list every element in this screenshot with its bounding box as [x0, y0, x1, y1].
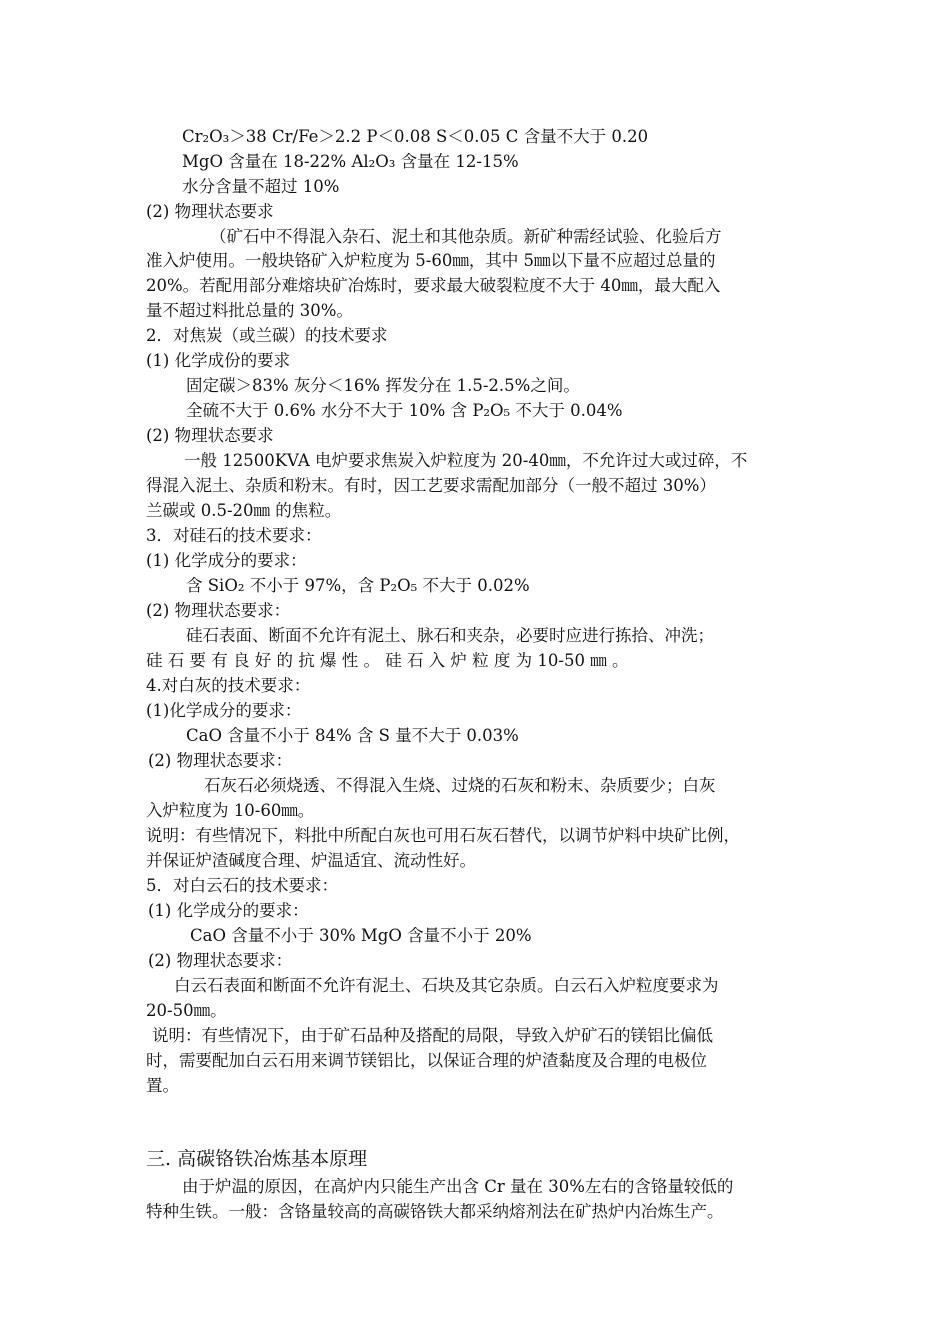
text-line: （矿石中不得混入杂石、泥土和其他杂质。新矿种需经试验、化验后方: [210, 227, 722, 246]
text-line: 水分含量不超过 10%: [182, 177, 340, 196]
text-line: 量不超过料批总量的 30%。: [146, 301, 353, 320]
text-line: Cr₂O₃＞38 Cr/Fe＞2.2 P＜0.08 S＜0.05 C 含量不大于 0.20: [182, 127, 649, 146]
chapter-heading: 三. 高碳铬铁冶炼基本原理: [146, 1148, 368, 1170]
subsection-heading: (2) 物理状态要求：: [146, 601, 291, 620]
note-line: 说明：有些情况下，料批中所配白灰也可用石灰石替代，以调节炉料中块矿比例，: [146, 826, 740, 845]
section-heading: 2．对焦炭（或兰碳）的技术要求: [146, 326, 388, 345]
text-line: 20%。若配用部分难熔块矿冶炼时，要求最大破裂粒度不大于 40㎜，最大配入: [146, 276, 721, 295]
text-line: 得混入泥土、杂质和粉末。有时，因工艺要求需配加部分（一般不超过 30%）: [146, 476, 716, 495]
note-line: 时，需要配加白云石用来调节镁铝比，以保证合理的炉渣黏度及合理的电极位: [146, 1051, 707, 1070]
text-line: 入炉粒度为 10-60㎜。: [146, 801, 315, 820]
text-line: 一般 12500KVA 电炉要求焦炭入炉粒度为 20-40㎜，不允许过大或过碎，不: [184, 451, 748, 470]
note-line: 说明：有些情况下，由于矿石品种及搭配的局限，导致入炉矿石的镁铝比偏低: [152, 1026, 713, 1045]
section-heading: 5．对白云石的技术要求：: [146, 876, 338, 895]
section-heading: (2) 物理状态要求: [146, 202, 274, 221]
text-line: 固定碳＞83% 灰分＜16% 挥发分在 1.5-2.5%之间。: [186, 376, 580, 395]
section-heading: 4.对白灰的技术要求：: [146, 676, 311, 695]
note-line: 置。: [146, 1076, 179, 1095]
subsection-heading: (1)化学成分的要求：: [146, 701, 302, 720]
text-line: 特种生铁。一般：含铬量较高的高碳铬铁大都采纳熔剂法在矿热炉内冶炼生产。: [146, 1202, 724, 1221]
text-line: 全硫不大于 0.6% 水分不大于 10% 含 P₂O₅ 不大于 0.04%: [186, 401, 623, 420]
subsection-heading: (2) 物理状态要求：: [148, 951, 293, 970]
text-line: MgO 含量在 18-22% Al₂O₃ 含量在 12-15%: [182, 152, 519, 171]
text-line: 硅 石 要 有 良 好 的 抗 爆 性 。 硅 石 入 炉 粒 度 为 10-50 ㎜ 。: [146, 651, 629, 670]
section-heading: 3．对硅石的技术要求：: [146, 526, 322, 545]
text-line: 含 SiO₂ 不小于 97%，含 P₂O₅ 不大于 0.02%: [186, 576, 530, 595]
subsection-heading: (1) 化学成分的要求：: [146, 551, 307, 570]
note-line: 并保证炉渣碱度合理、炉温适宜、流动性好。: [146, 851, 476, 870]
subsection-heading: (2) 物理状态要求：: [148, 751, 293, 770]
text-line: 20-50㎜。: [146, 1001, 227, 1020]
text-line: 由于炉温的原因，在高炉内只能生产出含 Cr 量在 30%左右的含铬量较低的: [182, 1177, 734, 1196]
text-line: CaO 含量不小于 30% MgO 含量不小于 20%: [190, 926, 532, 945]
text-line: 白云石表面和断面不允许有泥土、石块及其它杂质。白云石入炉粒度要求为: [174, 976, 719, 995]
text-line: 兰碳或 0.5-20㎜ 的焦粒。: [146, 501, 342, 520]
text-line: 硅石表面、断面不允许有泥土、脉石和夹杂，必要时应进行拣拾、冲洗；: [186, 626, 714, 645]
subsection-heading: (1) 化学成分的要求：: [148, 901, 309, 920]
text-line: CaO 含量不小于 84% 含 S 量不大于 0.03%: [186, 726, 519, 745]
text-line: 准入炉使用。一般块铬矿入炉粒度为 5-60㎜，其中 5㎜以下量不应超过总量的: [146, 251, 716, 270]
subsection-heading: (1) 化学成份的要求: [146, 351, 291, 370]
text-line: 石灰石必须烧透、不得混入生烧、过烧的石灰和粉末、杂质要少；白灰: [204, 776, 716, 795]
subsection-heading: (2) 物理状态要求: [146, 426, 274, 445]
